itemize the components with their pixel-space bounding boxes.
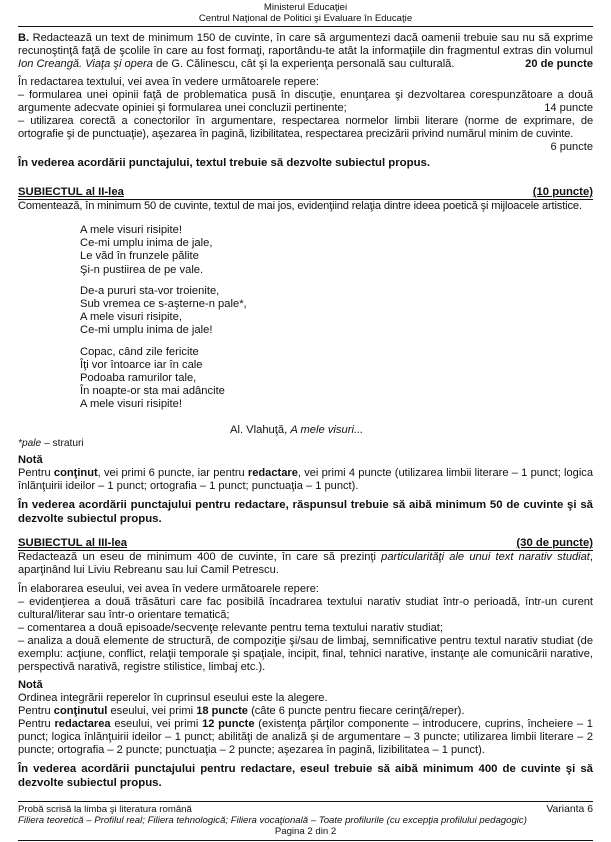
subject-2 (18, 186, 593, 213)
section-b-criterion-2: – utilizarea corectă a conectorilor în argumentare, respectarea normelor limbii literare (norme de exprimare, de ortografie şi de punctuaţie), aşezarea în pagină, lizibilitatea, respectarea precizării privind numărul minim de cuvinte. (18, 115, 593, 140)
poem-author: Al. Vlahuţă, (230, 424, 291, 436)
footer-divider (18, 801, 593, 802)
subject-3-note-content: Pentru conţinutul eseului, vei primi 18 puncte (câte 6 puncte pentru fiecare cerinţă/reper). (18, 705, 465, 717)
subject-2-prompt: Comentează, în minimum 50 de cuvinte, textul de mai jos, evidenţiind relaţia dintre ideea poetică şi mijloacele artistice. (18, 200, 582, 212)
subject-3-note-title: Notă (18, 679, 43, 691)
poem-stanza-1 (80, 224, 247, 277)
section-b-points: 20 de puncte (525, 58, 593, 70)
section-b-criterion-1: – formularea unei opinii faţă de problematica pusă în discuţie, enunţarea şi dezvoltarea corespunzătoare a două argumente adecvate opiniei şi formularea unei concluzii pertinente; 14 puncte (18, 89, 593, 114)
criterion-2-points: 6 puncte (550, 141, 593, 153)
subject-3-note-order: Ordinea integrării reperelor în cuprinsul eseului este la alegere. (18, 692, 328, 704)
footer-variant: Varianta 6 (546, 804, 593, 815)
subject-2-note (18, 454, 593, 526)
subject-3-requirement: În vederea acordării punctajului pentru redactare, eseul trebuie să aibă minimum 400 de cuvinte şi să dezvolte subiectul propus. (18, 763, 593, 789)
subject-3-criterion-1: – evidenţierea a două trăsături care fac posibilă încadrarea textului narativ studiat într-o perioadă, într-un curent cultural/literar sau într-o orientare tematică; (18, 596, 593, 621)
subject-3-title: SUBIECTUL al III-lea (18, 537, 128, 549)
subject-3-criteria-intro: În elaborarea eseului, vei avea în vedere următoarele repere: (18, 583, 319, 595)
footnote (18, 437, 593, 450)
subject-2-points: (10 puncte) (532, 186, 593, 198)
subject-3-note-redactare: Pentru redactarea eseului, vei primi 12 puncte (existenţa părţilor componente – introducere, cuprins, încheiere – 1 punct; logica înlănţuirii ideilor – 1 punct; abilităţi de analiză şi de argumentare – 3 puncte; utilizarea limbii literare – 2 puncte; ortografia – 2 puncte; punctuaţia – 2 puncte; aşezarea în pagină, lizibilitatea – 1 punct). (18, 718, 593, 756)
subject-2-requirement: În vederea acordării punctajului pentru redactare, răspunsul trebuie să aibă minimum 50 de cuvinte şi să dezvolte subiectul propus. (18, 499, 593, 525)
page-header (18, 0, 593, 24)
footer-row (18, 804, 593, 815)
footnote-term: *pale (18, 438, 42, 449)
subject-3-prompt: Redactează un eseu de minimum 400 de cuvinte, în care să prezinţi particularităţi ale unui text narativ studiat, aparţinând lui Liviu Rebreanu sau lui Camil Petrescu. (18, 551, 593, 576)
poem-line: Le văd în frunzele pălite (80, 250, 199, 263)
footer-bottom-rule (18, 840, 593, 841)
poem-stanza-3 (80, 346, 247, 412)
poem-line: Podoaba ramurilor tale, (80, 372, 197, 385)
poem-line: Ce-mi umplu inima de jale, (80, 237, 213, 250)
poem-line: Şi-n pustiirea de pe vale. (80, 263, 204, 276)
poem-stanza-2 (80, 285, 247, 338)
subject-3 (18, 537, 593, 790)
poem-line: A mele visuri risipite, (80, 311, 182, 324)
section-b-label: B. (18, 32, 30, 44)
poem-line: Sub vremea ce s-aşterne-n pale*, (80, 298, 247, 311)
subject-3-criterion-3: – analiza a două elemente de structură, de compoziţie şi/sau de limbaj, semnificative pentru textul narativ studiat (de exemplu: acţiune, conflict, relaţii temporale şi spaţiale, incipit, final, tehnici narative, instanţe ale comunicării narative, perspectivă narativă, registre stilistice, limbaj etc.). (18, 635, 593, 673)
poem-line: În noapte-or sta mai adâncite (80, 385, 225, 398)
subject-3-points: (30 de puncte) (516, 537, 593, 549)
book-title: Ion Creangă. Viaţa şi opera (18, 58, 153, 70)
poem-line: Îţi vor întoarce iar în cale (80, 358, 203, 371)
center-name: Centrul Naţional de Politici şi Evaluare în Educaţie (198, 13, 413, 24)
subject-3-heading (18, 537, 593, 551)
poem-attribution (230, 424, 593, 437)
poem-line: A mele visuri risipite! (80, 224, 182, 236)
footer-exam: Probă scrisă la limba şi literatura română (18, 804, 192, 815)
footer-profiles: Filiera teoretică – Profilul real; Filiera tehnologică; Filiera vocaţională – Toate profilurile (cu excepţia profilului pedagogic) (18, 815, 527, 826)
section-b-criteria-intro: În redactarea textului, vei avea în vedere următoarele repere: (18, 76, 319, 88)
section-b (18, 32, 593, 171)
section-b-requirement: În vederea acordării punctajului, textul trebuie să dezvolte subiectul propus. (18, 157, 431, 169)
poem-line: De-a pururi sta-vor troienite, (80, 284, 220, 297)
ministry-name: Ministerul Educaţiei (263, 2, 348, 13)
exam-page (18, 0, 593, 842)
poem (80, 224, 247, 420)
note-title: Notă (18, 454, 43, 466)
page-footer (18, 804, 593, 837)
subject-2-title: SUBIECTUL al II-lea (18, 186, 124, 198)
poem-line: Ce-mi umplu inima de jale! (80, 324, 213, 337)
header-divider (18, 26, 593, 27)
poem-line: Copac, când zile fericite (80, 345, 199, 358)
poem-title: A mele visuri... (290, 424, 364, 436)
section-b-prompt: B. Redactează un text de minimum 150 de cuvinte, în care să argumentezi dacă oamenii trebuie sau nu să exprime recunoştinţă faţă de şcolile în care au fost formaţi, raportându-te atât la informaţiile din fragmentul extras din volumul Ion Creangă. Viaţa şi opera de G. Călinescu, cât şi la experienţa personală sau culturală. 20 de puncte (18, 32, 593, 70)
subject-3-criterion-2: – comentarea a două episoade/secvenţe relevante pentru tema textului narativ studiat; (18, 622, 443, 634)
subject-2-heading (18, 186, 593, 200)
poem-line: A mele visuri risipite! (80, 398, 182, 411)
footer-page-number: Pagina 2 din 2 (274, 826, 337, 837)
criterion-1-points: 14 puncte (544, 102, 593, 114)
footnote-definition: – straturi (41, 438, 84, 449)
note-text: Pentru conţinut, vei primi 6 puncte, iar pentru redactare, vei primi 4 puncte (utilizarea limbii literare – 1 punct; logica înlănţuirii ideilor – 1 punct; ortografia – 1 punct; punctuaţia – 1 punct). (18, 467, 593, 492)
